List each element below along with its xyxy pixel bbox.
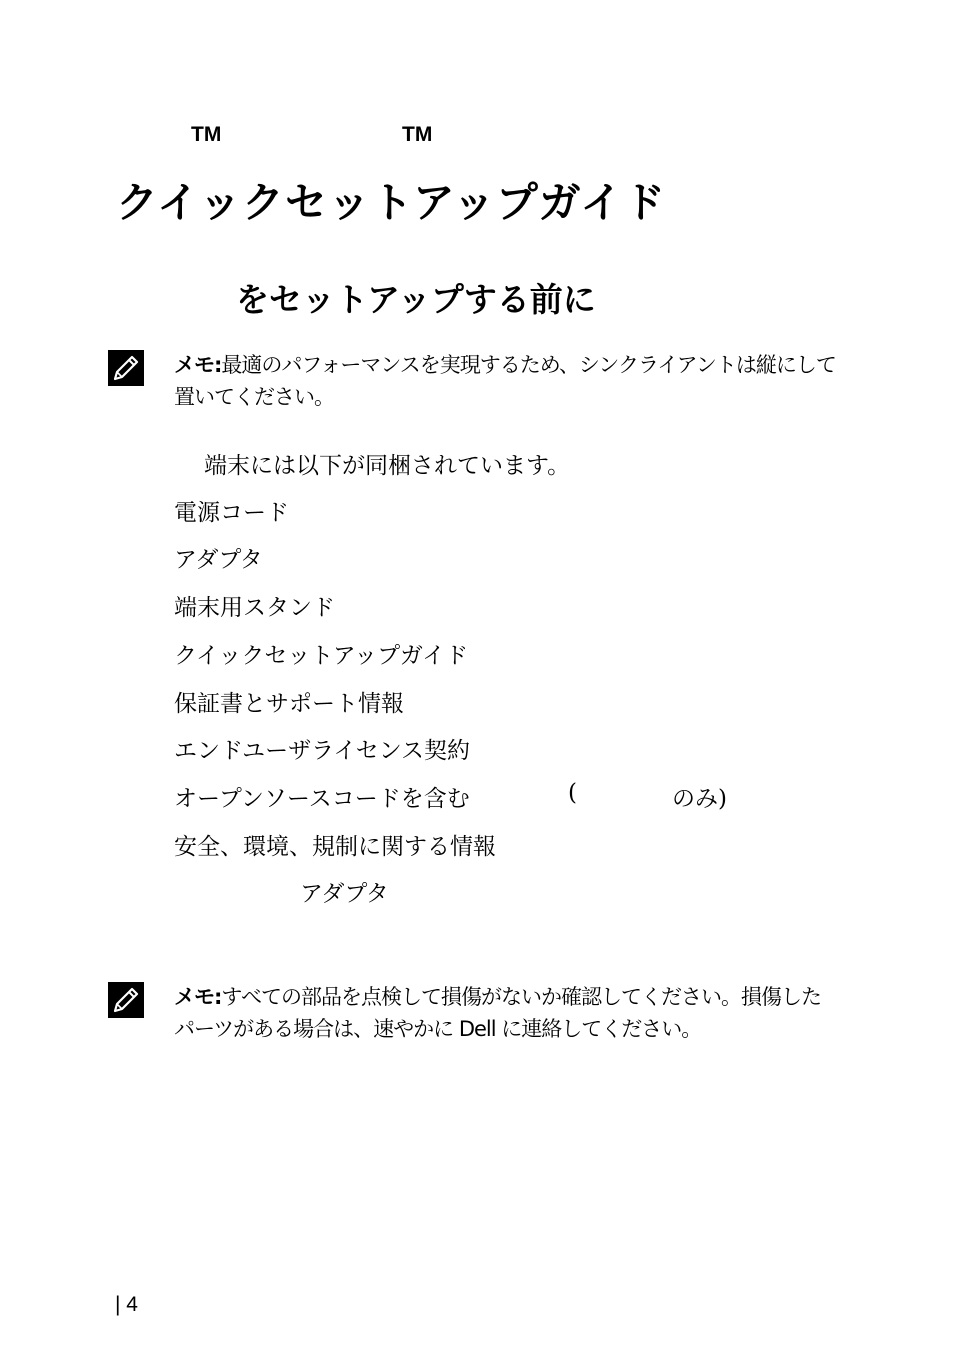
list-item: クイックセットアップガイド xyxy=(174,643,469,669)
list-item: 端末用スタンド xyxy=(174,595,335,621)
list-item: エンドユーザライセンス契約 xyxy=(174,738,471,764)
note-text: すべての部品を点検して損傷がないか確認してください。損傷した xyxy=(221,985,821,1009)
note-pencil-icon xyxy=(108,982,144,1018)
note-block xyxy=(174,349,836,413)
note-label: メモ: xyxy=(174,353,222,377)
only-suffix: のみ) xyxy=(672,786,727,812)
note-text: 最適のパフォーマンスを実現するため、シンクライアントは縦にして xyxy=(221,353,836,377)
open-paren: ( xyxy=(568,780,577,806)
list-item: 保証書とサポート情報 xyxy=(174,691,404,717)
note-block xyxy=(174,981,821,1045)
page-number: | 4 xyxy=(115,1293,138,1316)
list-item: アダプタ xyxy=(174,547,263,573)
list-item: アダプタ xyxy=(300,881,389,907)
list-item: オープンソースコードを含む xyxy=(174,786,470,812)
intro-text: 端末には以下が同梱されています。 xyxy=(204,453,571,479)
note-line xyxy=(174,349,836,381)
trademark-mark: TM xyxy=(402,123,433,146)
list-item: 電源コード xyxy=(174,500,289,526)
list-item: 安全、環境、規制に関する情報 xyxy=(174,834,496,860)
section-heading: をセットアップする前に xyxy=(236,280,596,319)
note-line: パーツがある場合は、速やかに Dell に連絡してください。 xyxy=(174,1017,702,1041)
note-label: メモ: xyxy=(174,985,222,1009)
note-line: 置いてください。 xyxy=(174,385,334,409)
document-title: クイックセットアップガイド xyxy=(116,178,667,227)
trademark-mark: TM xyxy=(191,123,222,146)
note-line xyxy=(174,981,821,1013)
note-pencil-icon xyxy=(108,350,144,386)
